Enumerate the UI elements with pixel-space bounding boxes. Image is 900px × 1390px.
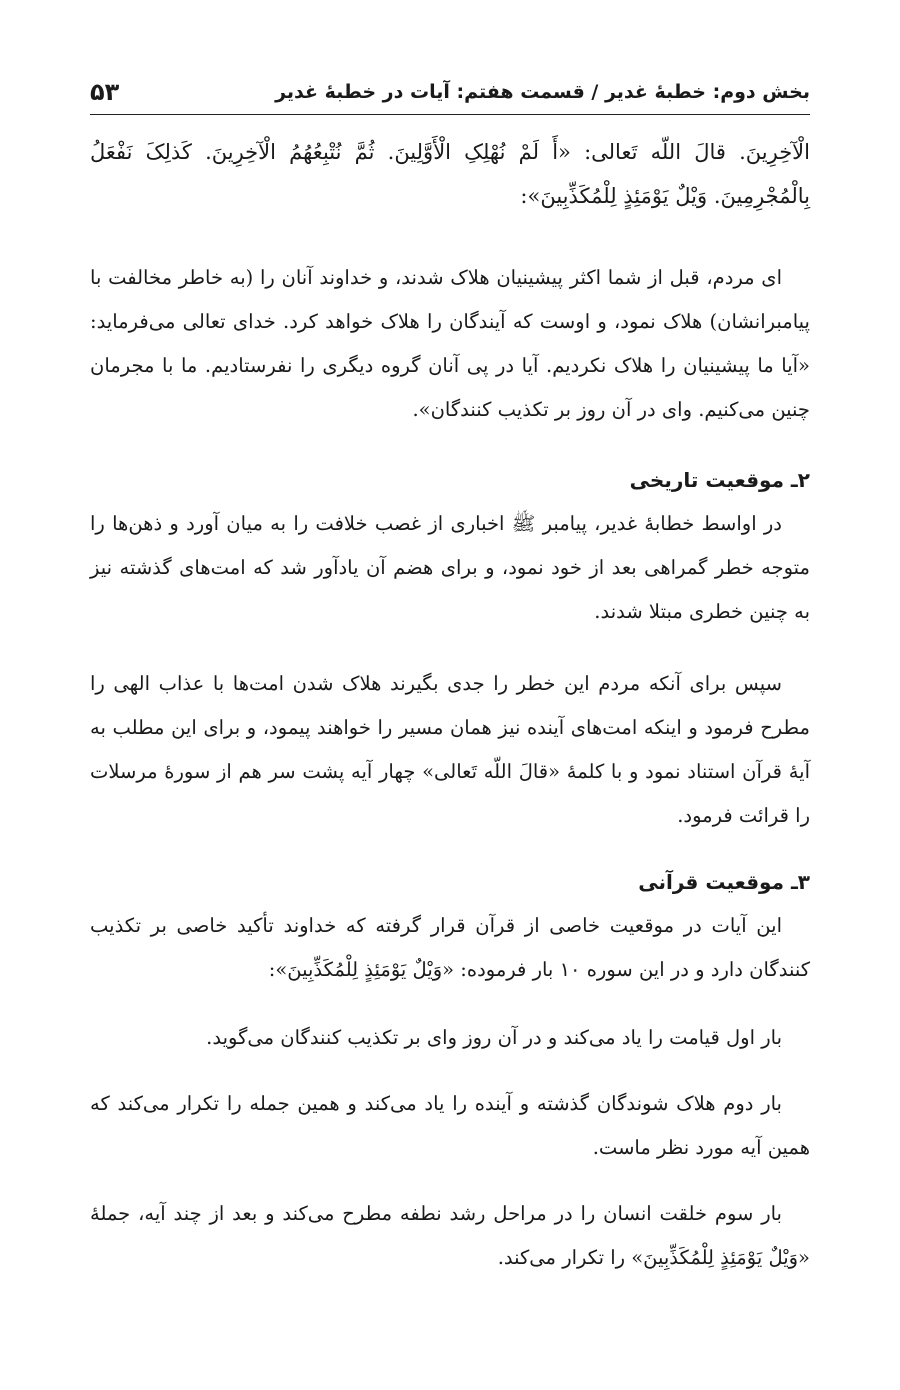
paragraph-5 bbox=[90, 1016, 810, 1060]
paragraph-7 bbox=[90, 1192, 810, 1280]
paragraph-text: ای مردم، قبل از شما اکثر پیشینیان هلاک شدند، و خداوند آنان را (به خاطر مخالفت با پیامبرانشان) هلاک نمود، و اوست که آیندگان را هلاک خواهد کرد. خدای تعالی می‌فرماید: «آیا ما پیشینیان را هلاک نکردیم. آیا در پی آنان گروه دیگری را نفرستادیم. ما با مجرمان چنین می‌کنیم. وای در آن روز بر تکذیب کنندگان». bbox=[90, 266, 810, 421]
arabic-quote: الْآخِرِینَ. قالَ اللّه تَعالی: «أَ لَمْ نُهْلِکِ الْأَوَّلِینَ. ثُمَّ نُتْبِعُهُمُ الْآخِرِینَ. کَذلِکَ نَفْعَلُ بِالْمُجْرِمِینَ. وَیْلٌ یَوْمَئِذٍ لِلْمُکَذِّبِینَ»: bbox=[90, 140, 810, 208]
paragraph-4 bbox=[90, 904, 810, 992]
section-title: ۳ـ موقعیت قرآنی bbox=[638, 870, 810, 894]
paragraph-2 bbox=[90, 502, 810, 634]
page-number: ۵۳ bbox=[90, 78, 120, 106]
book-page bbox=[90, 0, 810, 1390]
paragraph-text: این آیات در موقعیت خاصی از قرآن قرار گرفته که خداوند تأکید خاصی بر تکذیب کنندگان دارد و در این سوره ۱۰ بار فرموده: «وَیْلٌ یَوْمَئِذٍ لِلْمُکَذِّبِینَ»: bbox=[90, 914, 810, 981]
section-title: ۲ـ موقعیت تاریخی bbox=[629, 468, 810, 492]
paragraph-6 bbox=[90, 1082, 810, 1170]
paragraph-text: بار دوم هلاک شوندگان گذشته و آینده را یاد می‌کند و همین جمله را تکرار می‌کند که همین آیه مورد نظر ماست. bbox=[90, 1092, 810, 1159]
section-2-heading bbox=[90, 460, 810, 500]
paragraph-text: سپس برای آنکه مردم این خطر را جدی بگیرند هلاک شدن امت‌ها با عذاب الهی را مطرح فرمود و اینکه امت‌های آینده نیز همان مسیر را خواهند پیمود، و برای این مطلب به آیۀ قرآن استناد نمود و با کلمۀ «قالَ اللّه تَعالی» چهار آیه پشت سر هم از سورۀ مرسلات را قرائت فرمود. bbox=[90, 672, 810, 827]
running-header bbox=[90, 70, 810, 115]
paragraph-text: بار سوم خلقت انسان را در مراحل رشد نطفه مطرح می‌کند و بعد از چند آیه، جملۀ «وَیْلٌ یَوْمَئِذٍ لِلْمُکَذِّبِینَ» را تکرار می‌کند. bbox=[90, 1202, 810, 1269]
paragraph-text: در اواسط خطابۀ غدیر، پیامبر ﷺ اخباری از غصب خلافت را به میان آورد و ذهن‌ها را متوجه خطر گمراهی بعد از خود نمود، و برای هضم آن یادآور شد که امت‌های گذشته نیز به چنین خطری مبتلا شدند. bbox=[90, 512, 810, 623]
header-title: بخش دوم: خطبۀ غدیر / قسمت هفتم: آیات در خطبۀ غدیر bbox=[275, 81, 810, 103]
arabic-quote-block bbox=[90, 130, 810, 218]
section-3-heading bbox=[90, 862, 810, 902]
paragraph-text: بار اول قیامت را یاد می‌کند و در آن روز وای بر تکذیب کنندگان می‌گوید. bbox=[206, 1026, 782, 1049]
paragraph-1 bbox=[90, 256, 810, 432]
paragraph-3 bbox=[90, 662, 810, 838]
